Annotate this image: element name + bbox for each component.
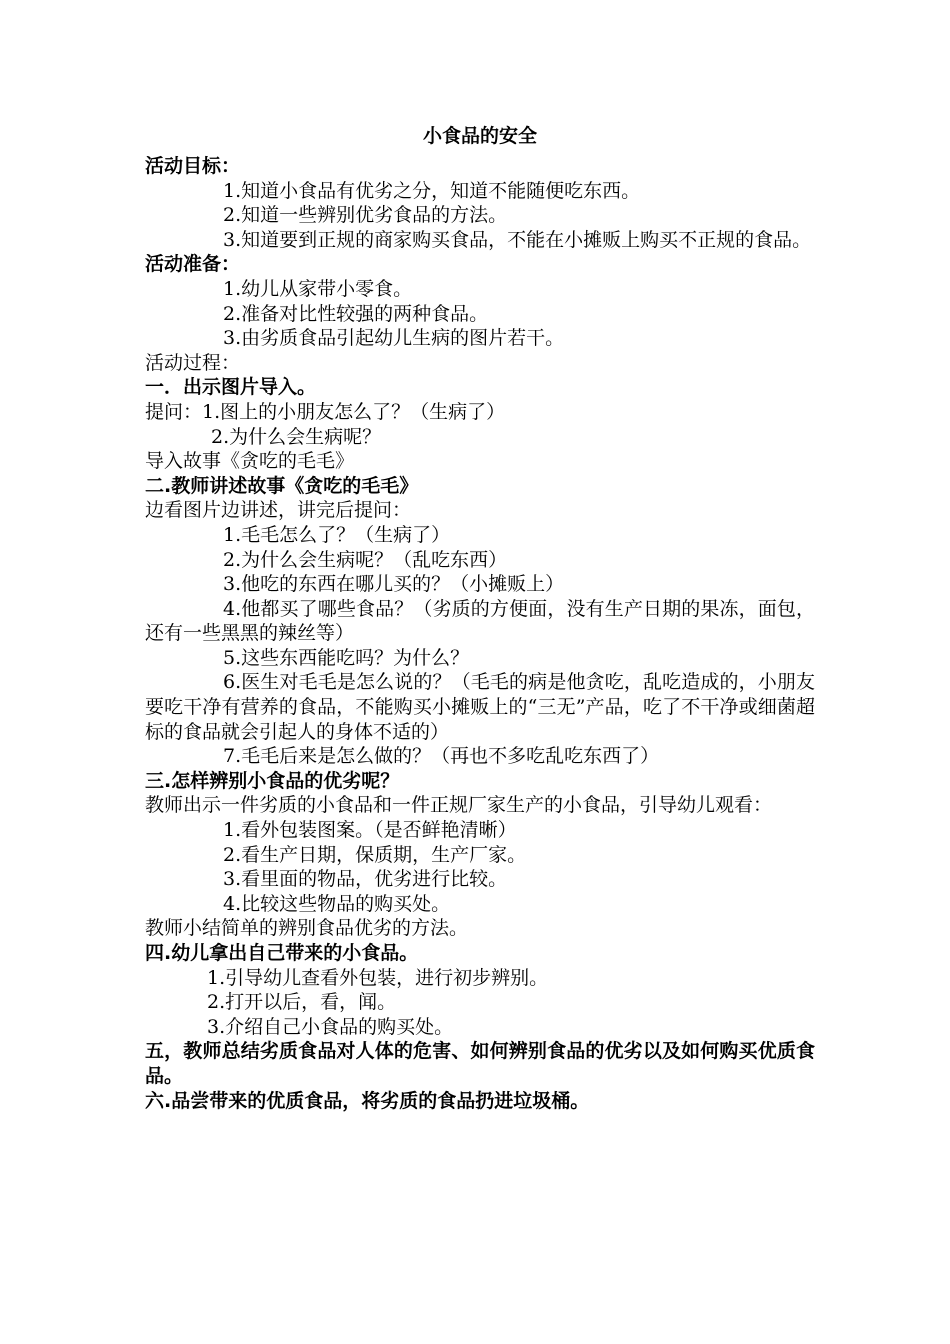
goal-item-3: 3.知道要到正规的商家购买食品，不能在小摊贩上购买不正规的食品。: [223, 228, 812, 251]
section-2-item-2: 2.为什么会生病呢？（乱吃东西）: [223, 548, 508, 571]
prep-item-3: 3.由劣质食品引起幼儿生病的图片若干。: [223, 327, 565, 350]
goal-item-2: 2.知道一些辨别优劣食品的方法。: [223, 204, 508, 227]
section-3-summary: 教师小结简单的辨别食品优劣的方法。: [145, 917, 469, 940]
process-label: 活动过程：: [145, 351, 241, 374]
section-2-item-5: 5.这些东西能吃吗？为什么？: [223, 646, 470, 669]
section-2-item-1: 1.毛毛怎么了？（生病了）: [223, 523, 451, 546]
prep-heading: 活动准备：: [145, 253, 241, 276]
section-5-heading: 五，教师总结劣质食品对人体的危害、如何辨别食品的优劣以及如何购买优质食品。: [145, 1040, 815, 1087]
section-6-heading: 六.品尝带来的优质食品，将劣质的食品扔进垃圾桶。: [145, 1089, 590, 1112]
section-3-heading: 三.怎样辨别小食品的优劣呢？: [145, 769, 400, 792]
section-2-item-7: 7.毛毛后来是怎么做的？（再也不多吃乱吃东西了）: [223, 745, 660, 768]
section-2-heading: 二.教师讲述故事《贪吃的毛毛》: [145, 474, 419, 497]
section-3-item-2: 2.看生产日期，保质期，生产厂家。: [223, 843, 527, 866]
section-1-question-2: 2.为什么会生病呢？: [211, 425, 382, 448]
document-page: [145, 122, 815, 1113]
section-4-item-3: 3.介绍自己小食品的购买处。: [207, 1015, 454, 1038]
section-3-lead: 教师出示一件劣质的小食品和一件正规厂家生产的小食品，引导幼儿观看：: [145, 794, 773, 817]
section-1-heading: 一．出示图片导入。: [145, 376, 317, 399]
goal-item-1: 1.知道小食品有优劣之分，知道不能随便吃东西。: [223, 179, 641, 202]
prep-item-1: 1.幼儿从家带小零食。: [223, 277, 413, 300]
section-4-heading: 四.幼儿拿出自己带来的小食品。: [145, 942, 419, 964]
section-4-item-2: 2.打开以后，看，闻。: [207, 991, 397, 1014]
section-3-item-4: 4.比较这些物品的购买处。: [223, 892, 451, 915]
section-1-intro: 导入故事《贪吃的毛毛》: [145, 450, 355, 473]
section-4-item-1: 1.引导幼儿查看外包装，进行初步辨别。: [207, 966, 549, 989]
section-3-item-3: 3.看里面的物品，优劣进行比较。: [223, 868, 508, 891]
section-3-item-1: 1.看外包装图案。（是否鲜艳清晰）: [223, 819, 517, 842]
goals-heading: 活动目标：: [145, 155, 241, 177]
section-2-item-4: 4.他都买了哪些食品？（劣质的方便面，没有生产日期的果冻，面包，还有一些黑黑的辣丝等）: [145, 597, 815, 645]
document-title: 小食品的安全: [422, 125, 537, 147]
section-2-item-6: 6.医生对毛毛是怎么说的？（毛毛的病是他贪吃，乱吃造成的，小朋友要吃干净有营养的食品，不能购买小摊贩上的“三无”产品，吃了不干净或细菌超标的食品就会引起人的身体不适的）: [145, 671, 815, 743]
prep-item-2: 2.准备对比性较强的两种食品。: [223, 302, 489, 325]
section-1-question-1: 提问：1.图上的小朋友怎么了？（生病了）: [145, 400, 506, 423]
section-2-lead: 边看图片边讲述，讲完后提问：: [145, 499, 412, 522]
section-2-item-3: 3.他吃的东西在哪儿买的？（小摊贩上）: [223, 573, 565, 596]
